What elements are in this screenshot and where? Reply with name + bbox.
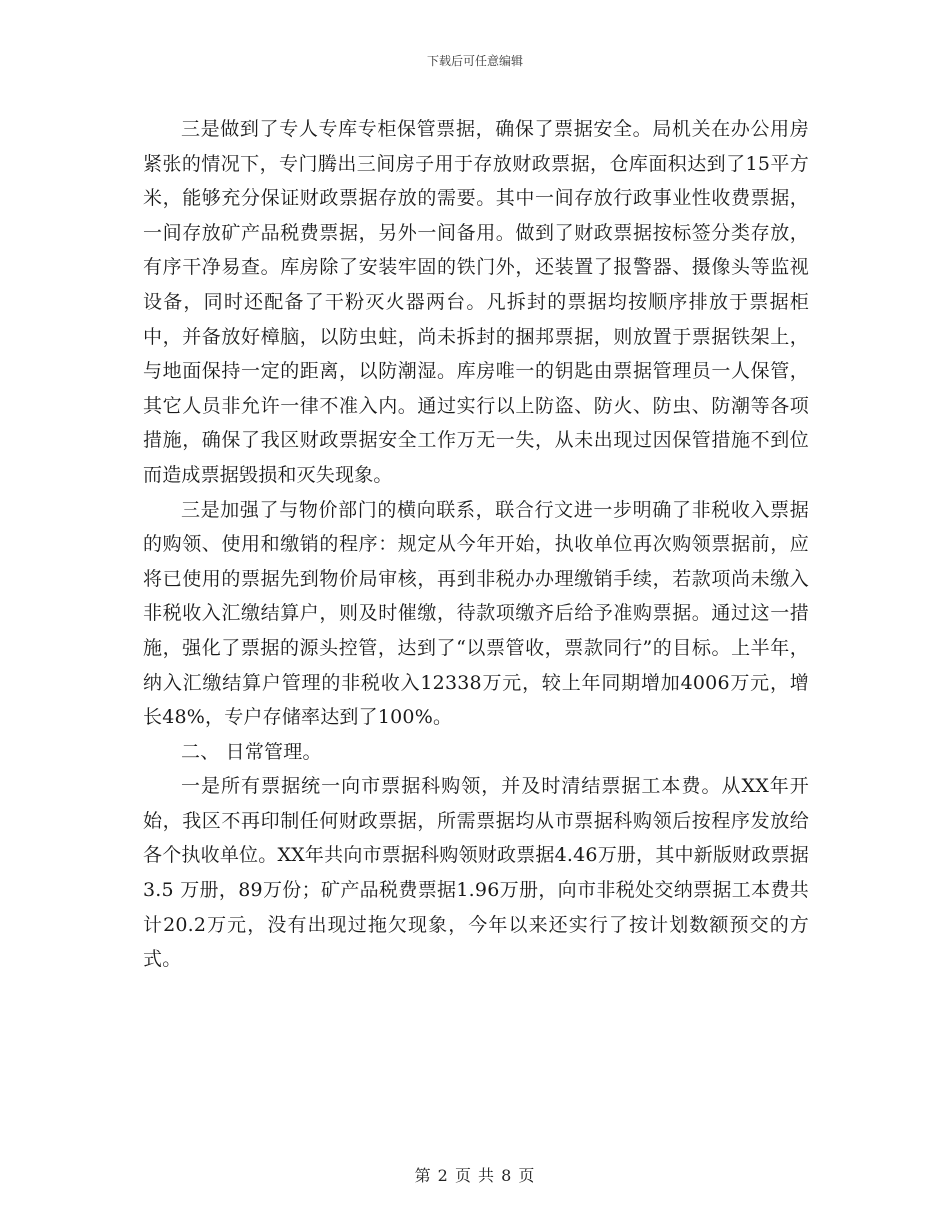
- page-number: 第 2 页 共 8 页: [414, 1166, 536, 1185]
- paragraph-unified-purchase: 一是所有票据统一向市票据科购领，并及时清结票据工本费。从XX年开始，我区不再印制任何财政票据，所需票据均从市票据科购领后按程序发放给各个执收单位。XX年共向市票据科购领财政票据4.46万册，其中新版财政票据3.5 万册，89万份；矿产品税费票据1.96万册，向市非税处交纳票据工本费共计20.2万元，没有出现过拖欠现象，今年以来还实行了按计划数额预交的方式。: [143, 775, 809, 971]
- page-header: 下载后可任意编辑: [426, 54, 523, 68]
- paragraph-storage-security: 三是做到了专人专库专柜保管票据，确保了票据安全。局机关在办公用房紧张的情况下，专门腾出三间房子用于存放财政票据，仓库面积达到了15平方米，能够充分保证财政票据存放的需要。其中一间存放行政事业性收费票据，一间存放矿产品税费票据，另外一间备用。做到了财政票据按标签分类存放，有序干净易查。库房除了安装牢固的铁门外，还装置了报警器、摄像头等监视设备，同时还配备了干粉灭火器两台。凡拆封的票据均按顺序排放于票据柜中，并备放好樟脑，以防虫蛀，尚未拆封的捆邦票据，则放置于票据铁架上，与地面保持一定的距离，以防潮湿。库房唯一的钥匙由票据管理员一人保管，其它人员非允许一律不准入内。通过实行以上防盗、防火、防虫、防潮等各项措施，确保了我区财政票据安全工作万无一失，从未出现过因保管措施不到位而造成票据毁损和灭失现象。: [143, 118, 809, 486]
- document-body: [143, 112, 809, 977]
- paragraph-price-coordination: 三是加强了与物价部门的横向联系，联合行文进一步明确了非税收入票据的购领、使用和缴销的程序：规定从今年开始，执收单位再次购领票据前，应将已使用的票据先到物价局审核，再到非税办办理缴销手续，若款项尚未缴入非税收入汇缴结算户，则及时催缴，待款项缴齐后给予准购票据。通过这一措施，强化了票据的源头控管，达到了“以票管收，票款同行”的目标。上半年，纳入汇缴结算户管理的非税收入12338万元，较上年同期增加4006万元，增长48%，专户存储率达到了100%。: [143, 498, 809, 729]
- section-heading-daily-management: 二、 日常管理。: [181, 740, 322, 763]
